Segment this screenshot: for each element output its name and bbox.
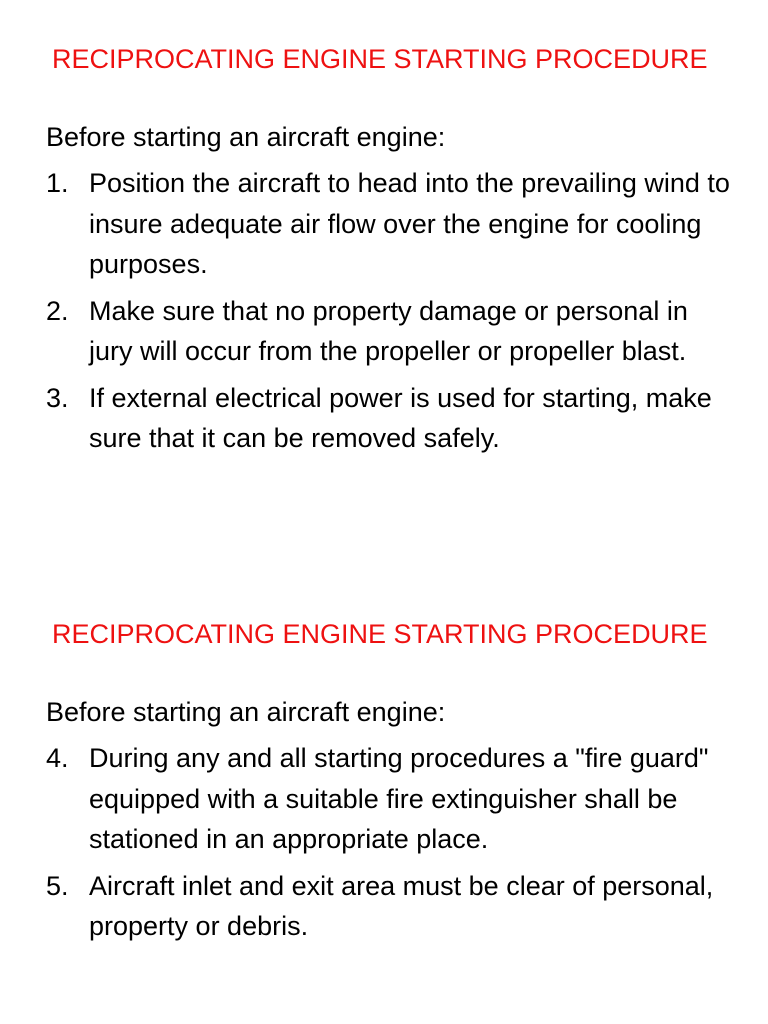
step-number: 2.: [46, 295, 69, 326]
step-list: [46, 738, 736, 953]
step-text: Aircraft inlet and exit area must be clear of personal, property or debris.: [89, 870, 714, 941]
list-item: [46, 291, 736, 372]
step-number: 4.: [46, 743, 69, 773]
step-text: Position the aircraft to head into the prevailing wind to insure adequate air flow over the engine for cooling purposes.: [89, 168, 730, 279]
step-number: 5.: [46, 870, 69, 901]
slide-title: RECIPROCATING ENGINE STARTING PROCEDURE: [52, 44, 708, 74]
slide-intro: Before starting an aircraft engine:: [46, 697, 446, 727]
list-item: [46, 866, 736, 947]
step-number: 3.: [46, 382, 69, 413]
list-item: [46, 163, 736, 285]
step-number: 1.: [46, 168, 69, 198]
step-text: If external electrical power is used for starting, make sure that it can be removed safely.: [89, 382, 712, 453]
list-item: [46, 738, 736, 860]
step-text: Make sure that no property damage or personal in jury will occur from the propeller or propeller blast.: [89, 295, 688, 366]
step-list: [46, 163, 736, 465]
slide-title: RECIPROCATING ENGINE STARTING PROCEDURE: [52, 619, 708, 649]
slide-intro: Before starting an aircraft engine:: [46, 122, 446, 152]
list-item: [46, 378, 736, 459]
step-text: During any and all starting procedures a "fire guard" equipped with a suitable fire extinguisher shall be stationed in an appropriate place.: [89, 743, 709, 854]
